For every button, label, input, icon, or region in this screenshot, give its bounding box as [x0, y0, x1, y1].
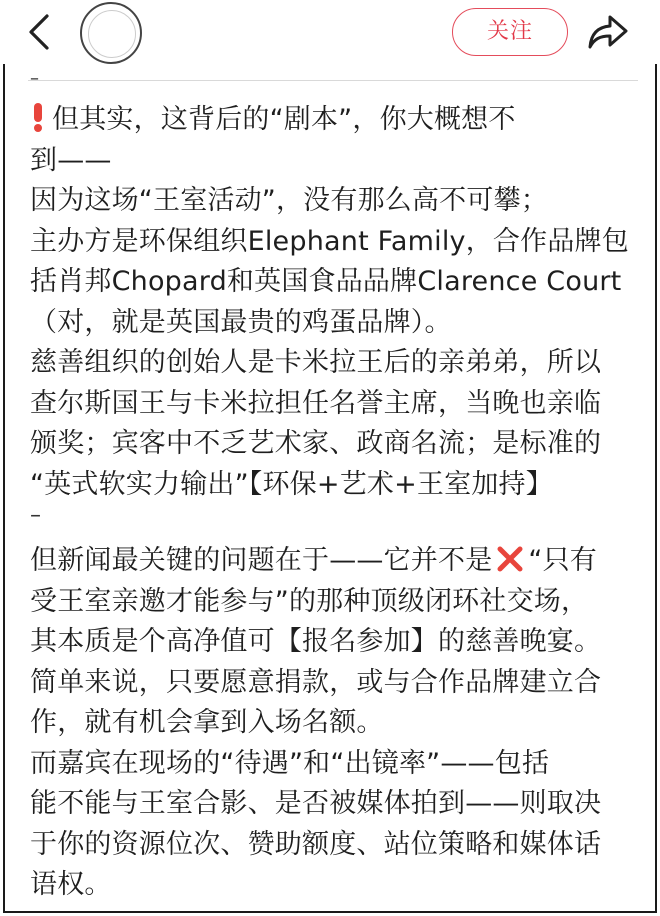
text-line: 查尔斯国王与卡米拉担任名誉主席，当晚也亲临 — [30, 387, 602, 419]
text-line: 因为这场“王室活动”，没有那么高不可攀； — [30, 185, 548, 216]
text-line: 到—— — [30, 144, 112, 176]
text-line: 于你的资源位次、赞助额度、站位策略和媒体话 — [30, 828, 602, 860]
share-arrow-icon — [586, 13, 630, 51]
text-line: 慈善组织的创始人是卡米拉王后的亲弟弟，所以 — [30, 347, 602, 378]
post-body — [30, 100, 642, 906]
top-bar — [0, 0, 660, 64]
text-line-content: “只有 — [528, 545, 597, 576]
text-line: 主办方是环保组织Elephant Family，合作品牌包 — [30, 225, 629, 257]
text-line: 颁奖；宾客中不乏艺术家、政商名流；是标准的 — [30, 428, 602, 459]
text-line-content: 但其实，这背后的“剧本”，你大概想不 — [52, 104, 516, 135]
back-button[interactable] — [22, 12, 56, 52]
text-line: 能不能与王室合影、是否被媒体拍到——则取决 — [30, 788, 602, 819]
avatar[interactable] — [80, 2, 142, 64]
header-divider — [28, 80, 638, 81]
text-line: 语权。 — [30, 869, 112, 900]
text-line-content: 但新闻最关键的问题在于——它并不是 — [30, 545, 493, 576]
text-line: 作，就有机会拿到入场名额。 — [30, 707, 384, 738]
text-line: 简单来说，只要愿意捐款，或与合作品牌建立合 — [30, 666, 602, 698]
share-button[interactable] — [584, 10, 632, 54]
text-line: （对，就是英国最贵的鸡蛋品牌）。 — [30, 306, 452, 338]
text-line: “英式软实力输出”【环保+艺术+王室加持】 — [30, 468, 553, 500]
top-dash: – — [30, 68, 39, 89]
text-line: 括肖邦Chopard和英国食品品牌Clarence Court — [30, 266, 622, 297]
text-line: 受王室亲邀才能参与”的那种顶级闭环社交场， — [30, 585, 589, 617]
red-cross-icon — [496, 545, 524, 573]
text-line: 而嘉宾在现场的“待遇”和“出镜率”——包括 — [30, 747, 550, 779]
text-line — [30, 100, 642, 141]
text-line — [30, 541, 642, 582]
separator-dash: – — [30, 503, 42, 528]
red-exclamation-icon — [30, 102, 46, 132]
follow-button[interactable]: 关注 — [452, 8, 568, 56]
chevron-left-icon — [27, 13, 51, 51]
text-line: 其本质是个高净值可【报名参加】的慈善晚宴。 — [30, 626, 602, 657]
